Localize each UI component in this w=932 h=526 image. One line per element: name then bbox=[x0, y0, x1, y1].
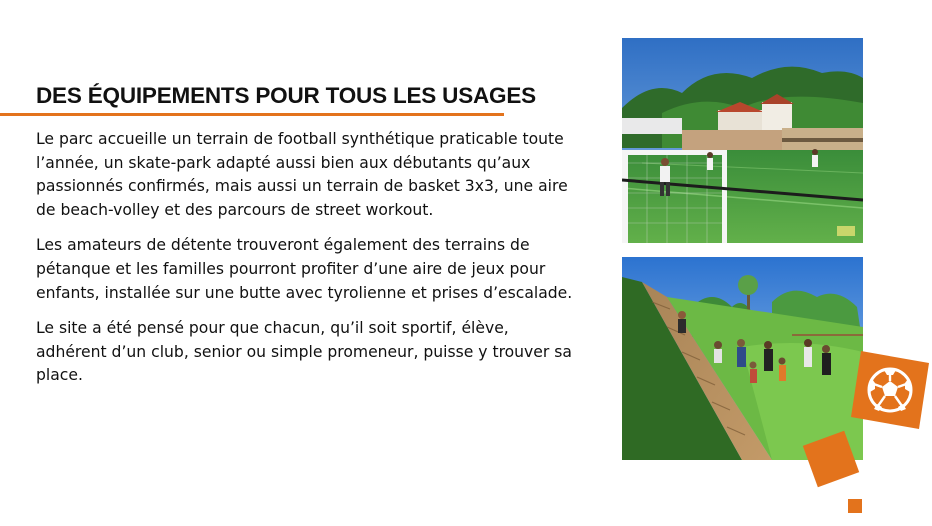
football-field-photo bbox=[622, 38, 863, 243]
body-text bbox=[36, 128, 576, 400]
title-underline bbox=[0, 113, 504, 116]
paragraph-3: Le site a été pensé pour que chacun, qu’il soit sportif, élève, adhérent d’un club, senior ou simple promeneur, puisse y trouver sa place. bbox=[36, 319, 572, 385]
page-title: DES ÉQUIPEMENTS POUR TOUS LES USAGES bbox=[36, 83, 536, 108]
soccer-ball-badge bbox=[851, 351, 929, 429]
soccer-ball-icon bbox=[851, 351, 929, 429]
climbing-hill-photo bbox=[622, 257, 863, 460]
paragraph-2: Les amateurs de détente trouveront également des terrains de pétanque et les familles pourront profiter d’une aire de jeux pour enfants, installée sur une butte avec tyrolienne et prises d’escalade. bbox=[36, 236, 573, 302]
paragraph-1: Le parc accueille un terrain de football synthétique praticable toute l’année, un skate-park adapté aussi bien aux débutants qu’aux passionnés confirmés, mais aussi un terrain de basket 3x3, une aire de beach-volley et des parcours de street workout. bbox=[36, 130, 568, 219]
orange-square-decoration bbox=[848, 499, 862, 513]
